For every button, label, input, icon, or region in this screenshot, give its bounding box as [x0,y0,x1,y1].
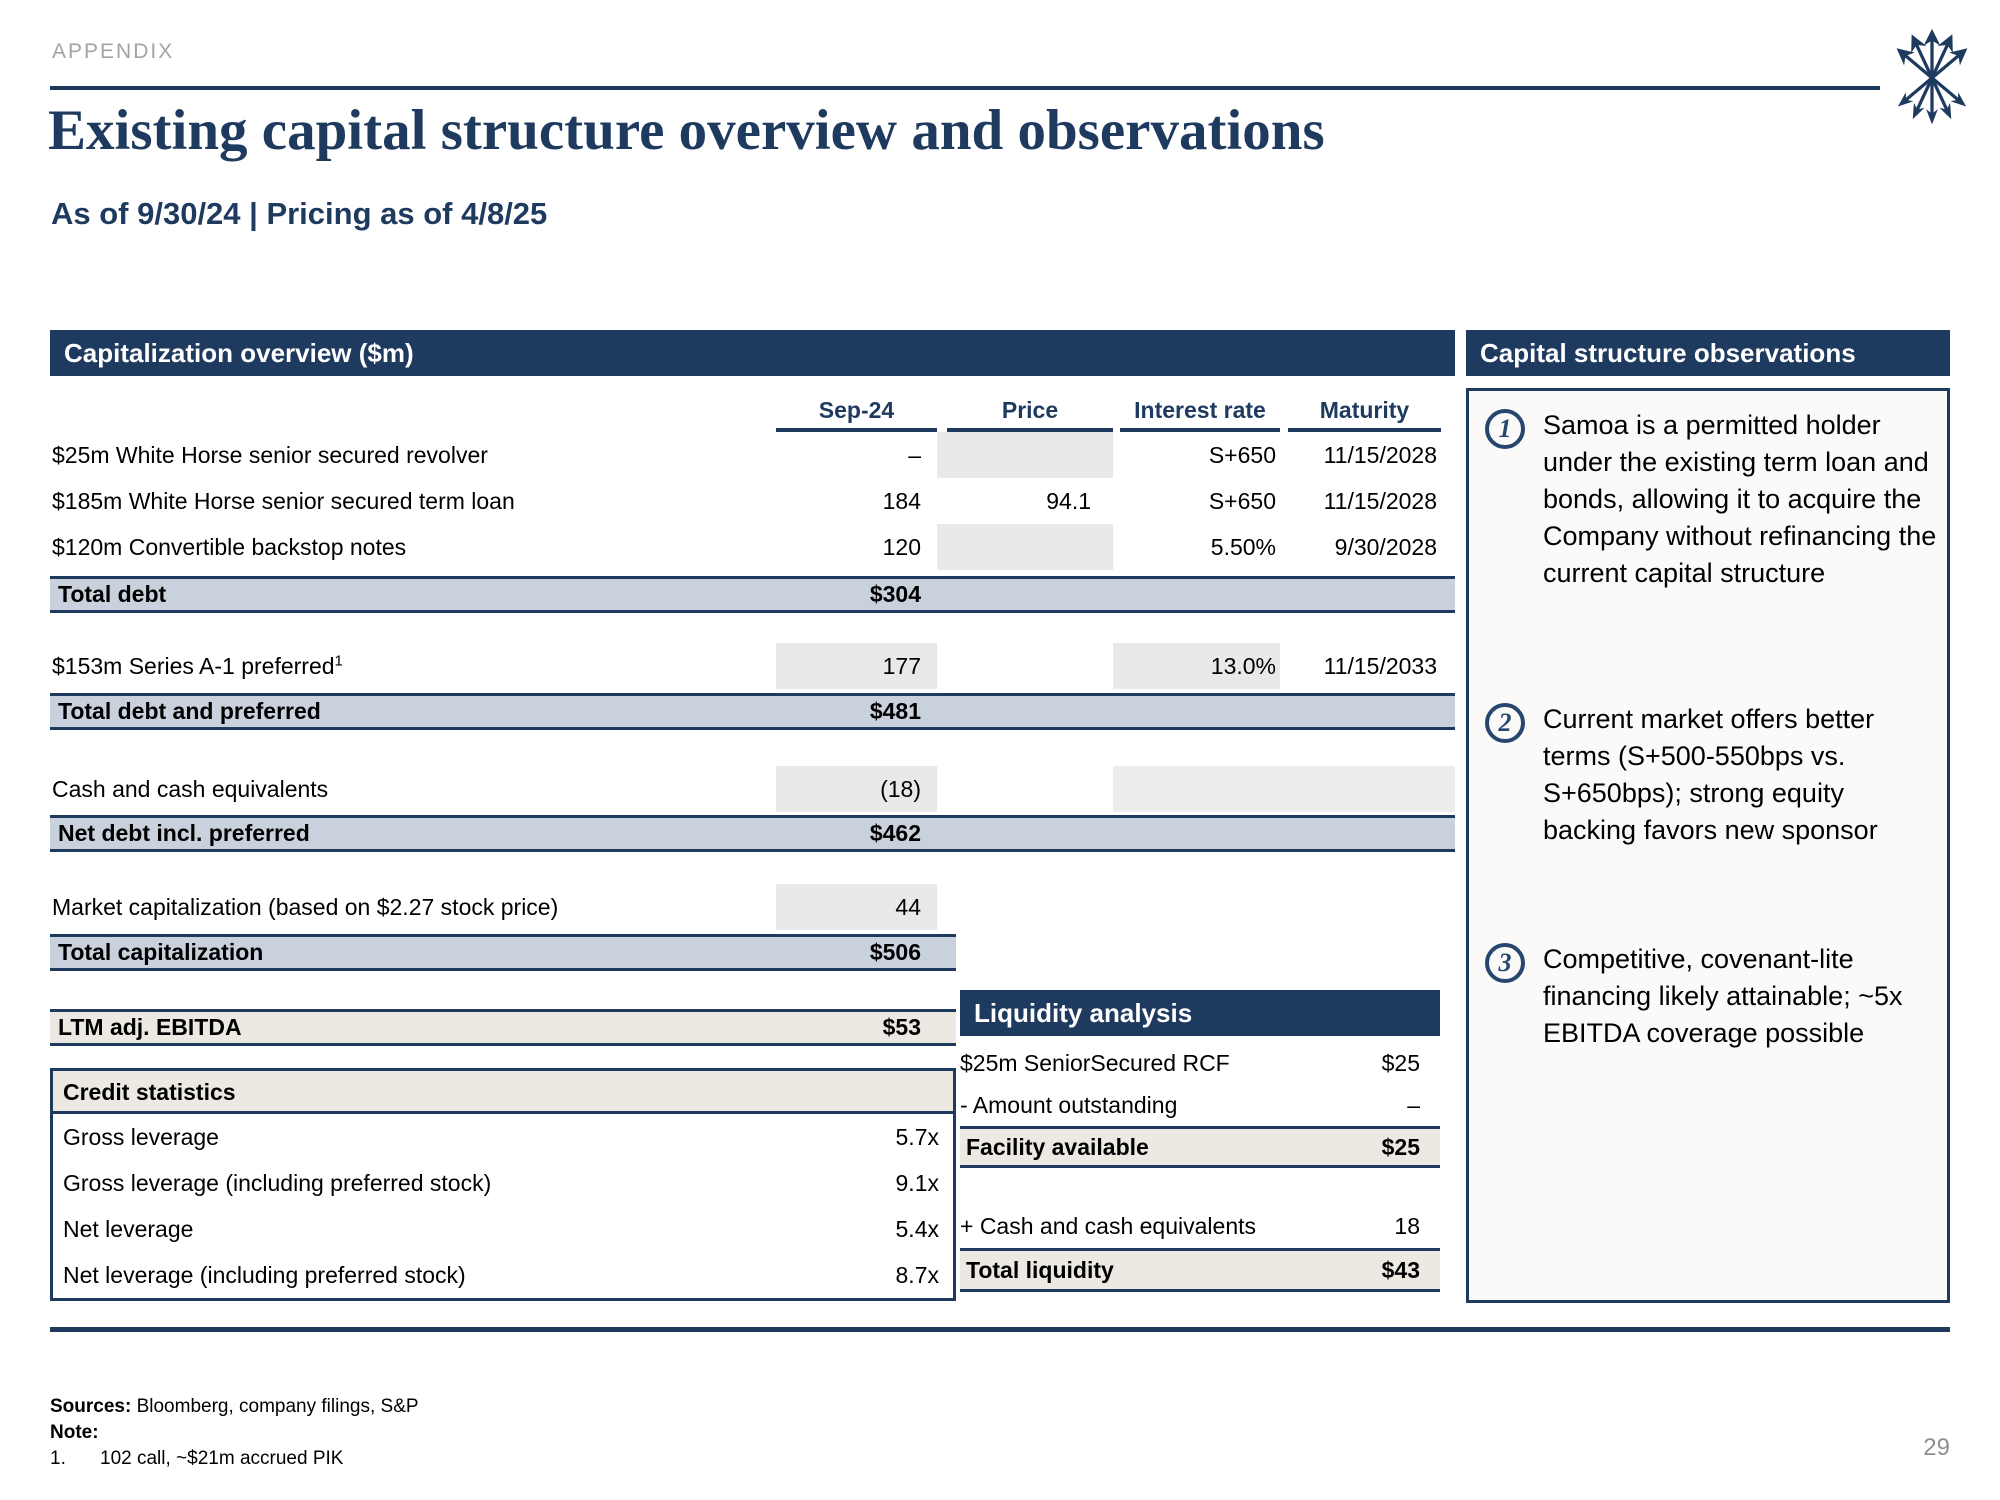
bottom-rule [50,1327,1950,1332]
cell-maturity: 11/15/2033 [1323,652,1437,679]
cell-maturity: 11/15/2028 [1323,441,1437,468]
cell-rate-maturity-shaded [1113,766,1455,812]
cell-sep24: 184 [882,487,921,514]
liquidity-value: 18 [1394,1212,1420,1239]
total-capitalization-label: Total capitalization [58,939,264,965]
credit-stat-row [53,1114,953,1160]
observation-item-3 [1485,941,1937,1052]
observation-text: Current market offers better terms (S+500-550bps vs. S+650bps); strong equity backing favors new sponsor [1543,704,1878,845]
credit-stat-row [53,1160,953,1206]
capital-structure-observations-box [1466,388,1950,1303]
observation-item-1 [1485,407,1937,592]
observation-text: Competitive, covenant-lite financing likely attainable; ~5x EBITDA coverage possible [1543,944,1903,1048]
sources-text: Bloomberg, company filings, S&P [131,1396,419,1417]
cap-table-column-headers [50,392,1455,432]
total-debt-preferred-value: $481 [869,698,921,724]
cell-interest-rate: S+650 [1208,441,1276,468]
observation-item-2 [1485,701,1937,849]
net-debt-value: $462 [869,820,921,846]
table-row-convertible-notes [50,524,1455,570]
column-header-sep24: Sep-24 [776,397,937,432]
capitalization-overview-panel [50,330,1455,1046]
ltm-ebitda-label: LTM adj. EBITDA [58,1014,242,1040]
row-label: $120m Convertible backstop notes [52,533,407,560]
credit-stat-label: Net leverage (including preferred stock) [63,1261,466,1288]
total-debt-row [50,576,1455,613]
liquidity-value: – [1407,1091,1420,1118]
cell-price [937,766,1113,812]
cell-sep24-shaded: (18) [776,766,937,812]
observation-text: Samoa is a permitted holder under the existing term loan and bonds, allowing it to acquire the Company without refinancing the current capital structure [1543,410,1937,588]
credit-stat-value: 9.1x [895,1169,939,1196]
cell-sep24-shaded: 177 [776,643,937,689]
credit-stat-value: 5.7x [895,1123,939,1150]
cell-price [937,643,1113,689]
total-capitalization-value: $506 [869,939,921,965]
footnote-text: 102 call, ~$21m accrued PIK [100,1448,344,1469]
credit-stat-label: Gross leverage [63,1123,219,1150]
cell-maturity: 11/15/2028 [1323,487,1437,514]
cell-sep24: – [908,441,921,468]
sources-label: Sources: [50,1396,132,1417]
table-row-revolver [50,432,1455,478]
liquidity-analysis-header: Liquidity analysis [960,990,1440,1036]
credit-stat-value: 5.4x [895,1215,939,1242]
credit-stat-value: 8.7x [895,1261,939,1288]
total-liquidity-value: $43 [1381,1256,1420,1283]
footnote-number: 1. [50,1448,66,1469]
cell-interest-rate-shaded: 13.0% [1113,643,1280,689]
cell-sep24: 120 [882,533,921,560]
cell-interest-rate: S+650 [1208,487,1276,514]
liquidity-analysis-panel [960,990,1440,1292]
net-debt-label: Net debt incl. preferred [58,820,310,846]
liquidity-rcf-row [960,1042,1440,1084]
liquidity-value: $25 [1381,1049,1420,1076]
capital-structure-observations-header: Capital structure observations [1466,330,1950,376]
page-subtitle: As of 9/30/24 | Pricing as of 4/8/25 [51,196,548,231]
row-label: $185m White Horse senior secured term loan [52,487,515,514]
footnote-marker: 1 [334,651,343,669]
facility-available-row [960,1126,1440,1168]
liquidity-label: $25m SeniorSecured RCF [960,1049,1230,1076]
cell-sep24-shaded: 44 [776,884,937,930]
liquidity-label: - Amount outstanding [960,1091,1178,1118]
column-header-maturity: Maturity [1288,397,1441,432]
credit-statistics-header: Credit statistics [53,1071,953,1114]
observation-number-badge: 3 [1485,943,1525,983]
row-label: $25m White Horse senior secured revolver [52,441,488,468]
sources-line [50,1394,419,1420]
capitalization-overview-header: Capitalization overview ($m) [50,330,1455,376]
ltm-ebitda-row [50,1009,956,1046]
ltm-ebitda-value: $53 [882,1014,921,1040]
credit-stat-row [53,1206,953,1252]
observation-number-badge: 2 [1485,703,1525,743]
row-label: $153m Series A-1 preferred$^1$ [52,651,343,679]
total-debt-and-preferred-row [50,693,1455,730]
table-row-cash [50,766,1455,812]
page-title: Existing capital structure overview and observations [48,99,1325,162]
facility-available-value: $25 [1381,1133,1420,1160]
table-row-market-cap [50,884,1455,930]
note-label: Note: [50,1422,99,1443]
credit-stat-label: Net leverage [63,1215,194,1242]
cell-price-shaded [937,432,1113,478]
column-header-price: Price [947,397,1113,432]
liquidity-label: + Cash and cash equivalents [960,1212,1257,1239]
credit-statistics-box [50,1068,956,1301]
credit-stat-label: Gross leverage (including preferred stock) [63,1169,492,1196]
table-row-term-loan [50,478,1455,524]
footnote-1 [50,1446,419,1472]
total-liquidity-label: Total liquidity [966,1256,1114,1283]
total-debt-label: Total debt [58,581,167,607]
total-debt-value: $304 [869,581,921,607]
page-number: 29 [1923,1434,1950,1461]
cell-maturity: 9/30/2028 [1334,533,1437,560]
total-debt-preferred-label: Total debt and preferred [58,698,321,724]
cell-interest-rate: 5.50% [1210,533,1276,560]
observation-number-badge: 1 [1485,409,1525,449]
credit-stat-row [53,1252,953,1298]
column-header-interest-rate: Interest rate [1120,397,1280,432]
eyebrow-appendix: APPENDIX [52,40,175,63]
header-rule [50,86,1880,90]
footer [50,1394,419,1472]
row-label: Cash and cash equivalents [52,775,329,802]
row-label: Market capitalization (based on $2.27 stock price) [52,893,559,920]
liquidity-cash-row [960,1204,1440,1248]
table-row-series-a1-preferred [50,643,1455,689]
arrow-starburst-logo [1884,26,1980,126]
cell-price-shaded [937,524,1113,570]
total-capitalization-row [50,934,956,971]
liquidity-outstanding-row [960,1084,1440,1126]
facility-available-label: Facility available [966,1133,1149,1160]
net-debt-row [50,815,1455,852]
cell-price: 94.1 [1046,487,1091,514]
total-liquidity-row [960,1248,1440,1292]
